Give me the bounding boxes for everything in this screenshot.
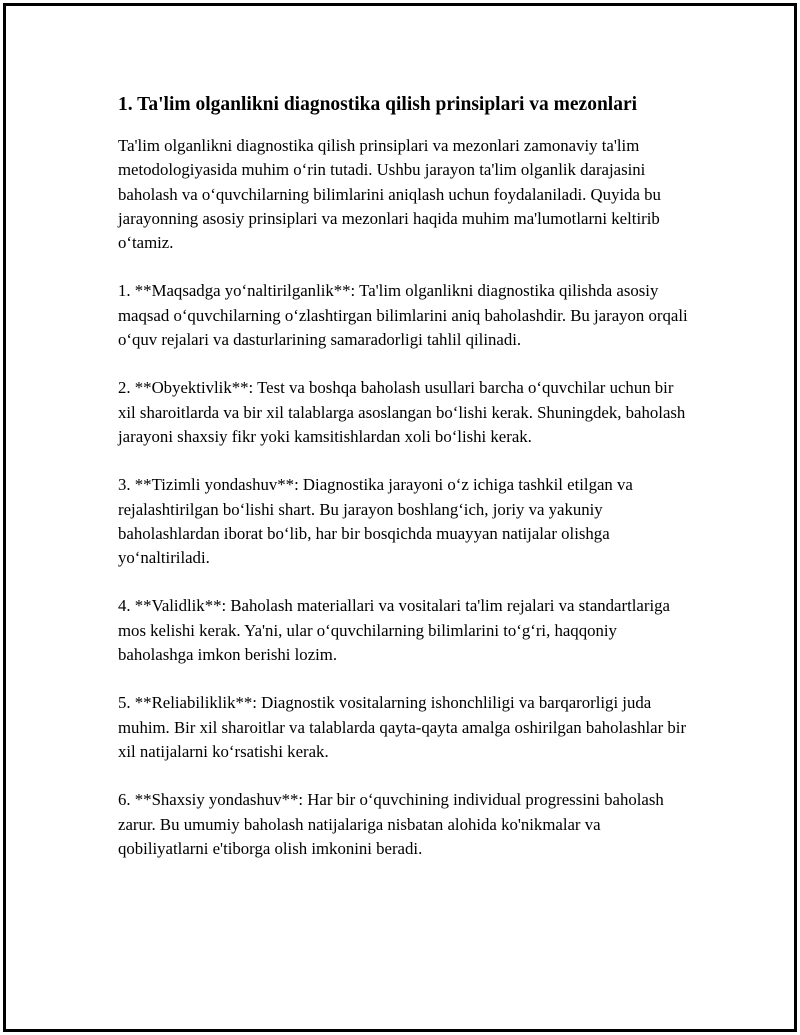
document-body xyxy=(118,92,693,885)
intro-paragraph: Ta'lim olganlikni diagnostika qilish prinsiplari va mezonlari zamonaviy ta'lim metodologiyasida muhim o‘rin tutadi. Ushbu jarayon ta'lim olganlik darajasini baholash va o‘quvchilarning bilimlarini aniqlash uchun foydalaniladi. Quyida bu jarayonning asosiy prinsiplari va mezonlari haqida muhim ma'lumotlarni keltirib o‘tamiz. xyxy=(118,136,661,253)
principle-systematic-approach: 3. **Tizimli yondashuv**: Diagnostika jarayoni o‘z ichiga tashkil etilgan va rejalashtirilgan bo‘lishi shart. Bu jarayon boshlang‘ich, joriy va yakuniy baholashlardan iborat bo‘lib, har bir bosqichda muayyan natijalar olishga yo‘naltiriladi. xyxy=(118,475,633,568)
principle-goal-orientation: 1. **Maqsadga yo‘naltirilganlik**: Ta'lim olganlikni diagnostika qilishda asosiy maqsad o‘quvchilarning o‘zlashtirgan bilimlarini aniq baholashdir. Bu jarayon orqali o‘quv rejalari va dasturlarining samaradorligi tahlil qilinadi. xyxy=(118,281,688,350)
principle-validity: 4. **Validlik**: Baholash materiallari va vositalari ta'lim rejalari va standartlariga mos kelishi kerak. Ya'ni, ular o‘quvchilarning bilimlarini to‘g‘ri, haqqoniy baholashga imkon berishi lozim. xyxy=(118,596,670,665)
principle-objectivity: 2. **Obyektivlik**: Test va boshqa baholash usullari barcha o‘quvchilar uchun bir xil sharoitlarda va bir xil talablarga asoslangan bo‘lishi kerak. Shuningdek, baholash jarayoni shaxsiy fikr yoki kamsitishlardan xoli bo‘lishi kerak. xyxy=(118,378,686,446)
section-heading: 1. Ta'lim olganlikni diagnostika qilish prinsiplari va mezonlari xyxy=(118,94,638,115)
principle-individual-approach: 6. **Shaxsiy yondashuv**: Har bir o‘quvchining individual progressini baholash zarur. Bu umumiy baholash natijalariga nisbatan alohida ko'nikmalar va qobiliyatlarni e'tiborga olish imkonini beradi. xyxy=(118,790,664,858)
principle-reliability: 5. **Reliabiliklik**: Diagnostik vositalarning ishonchliligi va barqarorligi juda muhim. Bir xil sharoitlar va talablarda qayta-qayta amalga oshirilgan baholashlar bir xil natijalarni ko‘rsatishi kerak. xyxy=(118,693,687,761)
